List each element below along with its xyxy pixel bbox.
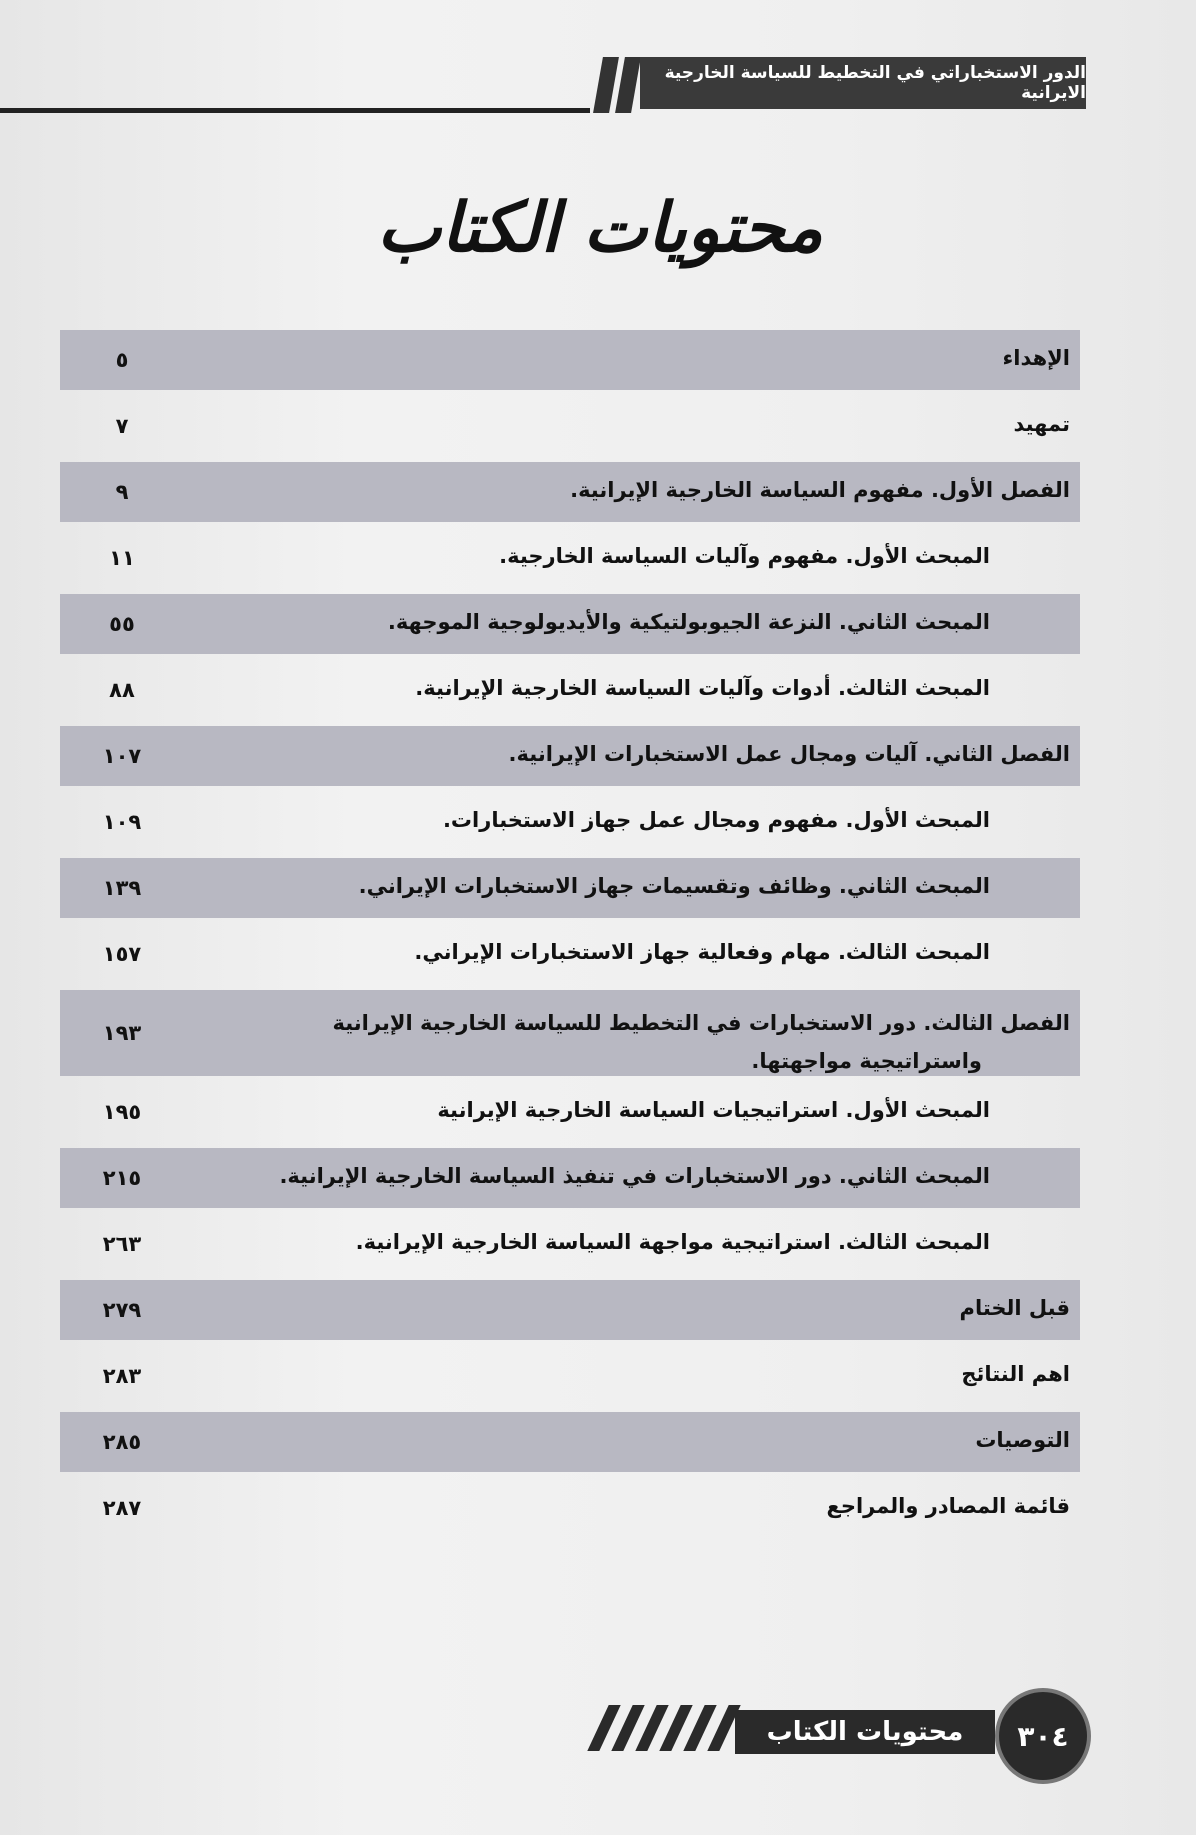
toc-entry-title: الفصل الأول. مفهوم السياسة الخارجية الإيرانية. [180,462,1080,522]
toc-entry-page: ١٣٩ [60,858,184,918]
toc-row [60,594,1080,654]
toc-entry-title: المبحث الثالث. أدوات وآليات السياسة الخارجية الإيرانية. [415,676,990,700]
toc-row [60,330,1080,390]
toc-entry-title: قائمة المصادر والمراجع [826,1494,1070,1518]
toc-entry-page: ١٠٧ [60,726,184,786]
toc-entry-page: ٢١٥ [60,1148,184,1208]
toc-row [60,924,1080,984]
toc-entry-title: المبحث الأول. استراتيجيات السياسة الخارجية الإيرانية [437,1098,990,1122]
toc-entry-title: قبل الختام [180,1280,1080,1340]
toc-row [60,1280,1080,1340]
header-rule [0,108,590,113]
toc-row [60,1082,1080,1142]
toc-entry-title: المبحث الأول. مفهوم ومجال عمل جهاز الاستخبارات. [442,808,990,832]
toc-entry-page: ٢٨٥ [60,1412,184,1472]
toc-entry-title: اهم النتائج [961,1362,1070,1386]
toc-entry-title: المبحث الأول. مفهوم وآليات السياسة الخارجية. [499,544,990,568]
toc-entry-title: التوصيات [180,1412,1080,1472]
toc-entry-page: ٢٨٧ [102,1496,142,1520]
header-stripe [615,57,641,113]
toc-row [60,792,1080,852]
toc-entry-title: المبحث الثاني. النزعة الجيوبولتيكية والأيديولوجية الموجهة. [180,594,1080,654]
toc-row [60,396,1080,456]
toc-entry-title: تمهيد [1013,412,1070,436]
toc-entry-page: ٥٥ [60,594,184,654]
toc-entry-page: ٧ [115,414,129,438]
toc-row [60,990,1080,1076]
toc-entry-page: ١١ [109,546,135,570]
toc-entry-page: ٨٨ [109,678,135,702]
toc-row [60,1412,1080,1472]
toc-entry-page: ١٩٥ [102,1100,142,1124]
toc-row [60,462,1080,522]
toc-entry-title: المبحث الثالث. مهام وفعالية جهاز الاستخبارات الإيراني. [414,940,990,964]
toc-entry-page: ٢٧٩ [60,1280,184,1340]
toc-row [60,1214,1080,1274]
toc-row [60,1478,1080,1538]
table-of-contents [60,330,1080,1544]
toc-entry-page: ٢٦٣ [102,1232,142,1256]
toc-entry-page: ١٩٣ [60,990,184,1076]
toc-entry-title: المبحث الثاني. وظائف وتقسيمات جهاز الاستخبارات الإيراني. [180,858,1080,918]
toc-entry-page: ١٠٩ [102,810,142,834]
toc-entry-title: الفصل الثاني. آليات ومجال عمل الاستخبارات الإيرانية. [180,726,1080,786]
toc-entry-page: ٢٨٣ [102,1364,142,1388]
toc-row [60,1346,1080,1406]
toc-entry-title: الإهداء [180,330,1080,390]
toc-row [60,1148,1080,1208]
toc-entry-page: ٥ [60,330,184,390]
footer-stripes [590,1705,730,1751]
header-stripe [593,57,619,113]
toc-row [60,858,1080,918]
toc-entry-title: المبحث الثاني. دور الاستخبارات في تنفيذ السياسة الخارجية الإيرانية. [180,1148,1080,1208]
toc-row [60,660,1080,720]
toc-entry-title: الفصل الثالث. دور الاستخبارات في التخطيط للسياسة الخارجية الإيرانية واستراتيجية مواجهتها. [180,990,1080,1076]
running-header: الدور الاستخباراتي في التخطيط للسياسة الخارجية الايرانية [640,57,1086,109]
footer-page-number: ٣٠٤ [995,1688,1091,1784]
toc-row [60,726,1080,786]
page-title: محتويات الكتاب [377,188,823,268]
toc-row [60,528,1080,588]
toc-entry-page: ١٥٧ [102,942,142,966]
toc-entry-page: ٩ [60,462,184,522]
toc-entry-title: المبحث الثالث. استراتيجية مواجهة السياسة الخارجية الإيرانية. [355,1230,990,1254]
footer-section-label: محتويات الكتاب [735,1710,995,1754]
